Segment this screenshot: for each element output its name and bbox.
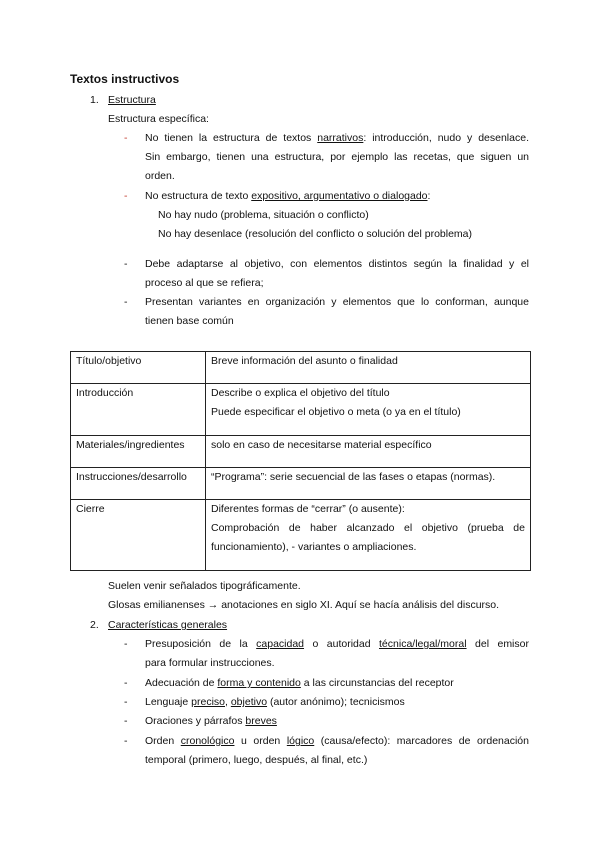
bullet4-line2: tienen base común	[145, 315, 234, 327]
s2-bullet5-line2: temporal (primero, luego, después, al final, etc.)	[145, 754, 368, 766]
s2-bullet1-line1: Presuposición de la capacidad o autoridad técnica/legal/moral del emisor	[145, 638, 529, 650]
link-narrativos: narrativos	[317, 132, 364, 144]
table-row	[71, 384, 531, 436]
bullet3-line2: proceso al que se refiera;	[145, 277, 264, 289]
bullet-marker: -	[124, 696, 128, 708]
page-title: Textos instructivos	[70, 72, 180, 86]
table-row	[71, 436, 531, 468]
bullet4-line1: Presentan variantes en organización y elementos que lo conforman, aunque	[145, 296, 529, 308]
bullet1-line2: Sin embargo, tienen una estructura, por ejemplo las recetas, que siguen un	[145, 151, 529, 163]
s2-bullet5-line1: Orden cronológico u orden lógico (causa/efecto): marcadores de ordenación	[145, 735, 529, 747]
bullet-marker: -	[124, 258, 128, 270]
bullet2-sub2: No hay desenlace (resolución del conflicto o solución del problema)	[158, 228, 473, 240]
section2-number: 2.	[90, 619, 99, 631]
s2-bullet4: Oraciones y párrafos breves	[145, 715, 277, 727]
table-row	[71, 468, 531, 500]
table-cell-label: Título/objetivo	[71, 352, 206, 384]
section1-subheading: Estructura específica:	[108, 113, 209, 125]
bullet-marker: -	[124, 190, 128, 202]
table-cell-desc: Breve información del asunto o finalidad	[206, 352, 531, 384]
table-cell-desc: Describe o explica el objetivo del título Puede especificar el objetivo o meta (o ya en el título)	[206, 384, 531, 436]
bullet-marker: -	[124, 677, 128, 689]
table-cell-label: Introducción	[71, 384, 206, 436]
bullet-marker: -	[124, 715, 128, 727]
section1-number: 1.	[90, 94, 99, 106]
bullet-marker: -	[124, 735, 128, 747]
structure-table	[70, 351, 531, 571]
bullet1-line3: orden.	[145, 170, 175, 182]
s2-bullet2: Adecuación de forma y contenido a las circunstancias del receptor	[145, 677, 454, 689]
bullet2-line1: No estructura de texto expositivo, argumentativo o dialogado:	[145, 190, 431, 202]
table-cell-label: Materiales/ingredientes	[71, 436, 206, 468]
table-row	[71, 352, 531, 384]
bullet3-line1: Debe adaptarse al objetivo, con elementos distintos según la finalidad y el	[145, 258, 529, 270]
bullet1-line1: No tienen la estructura de textos narrativos: introducción, nudo y desenlace.	[145, 132, 529, 144]
table-row	[71, 500, 531, 571]
table-cell-label: Cierre	[71, 500, 206, 571]
s2-bullet1-line2: para formular instrucciones.	[145, 657, 275, 669]
section2-heading: Características generales	[108, 619, 228, 631]
table-cell-desc: “Programa”: serie secuencial de las fases o etapas (normas).	[206, 468, 531, 500]
link-expositivo: expositivo, argumentativo o dialogado	[251, 190, 428, 202]
table-cell-desc: Diferentes formas de “cerrar” (o ausente): Comprobación de haber alcanzado el objetivo (prueba de funcionamiento), - variantes o ampliaciones.	[206, 500, 531, 571]
bullet-marker: -	[124, 296, 128, 308]
table-cell-desc: solo en caso de necesitarse material específico	[206, 436, 531, 468]
note-glosas: Glosas emilianenses → anotaciones en siglo XI. Aquí se hacía análisis del discurso.	[108, 599, 500, 611]
s2-bullet3: Lenguaje preciso, objetivo (autor anónimo); tecnicismos	[145, 696, 405, 708]
note-tipograficos: Suelen venir señalados tipográficamente.	[108, 580, 301, 592]
bullet2-sub1: No hay nudo (problema, situación o conflicto)	[158, 209, 369, 221]
section1-heading: Estructura	[108, 94, 156, 106]
bullet-marker: -	[124, 132, 128, 144]
bullet-marker: -	[124, 638, 128, 650]
table-cell-label: Instrucciones/desarrollo	[71, 468, 206, 500]
